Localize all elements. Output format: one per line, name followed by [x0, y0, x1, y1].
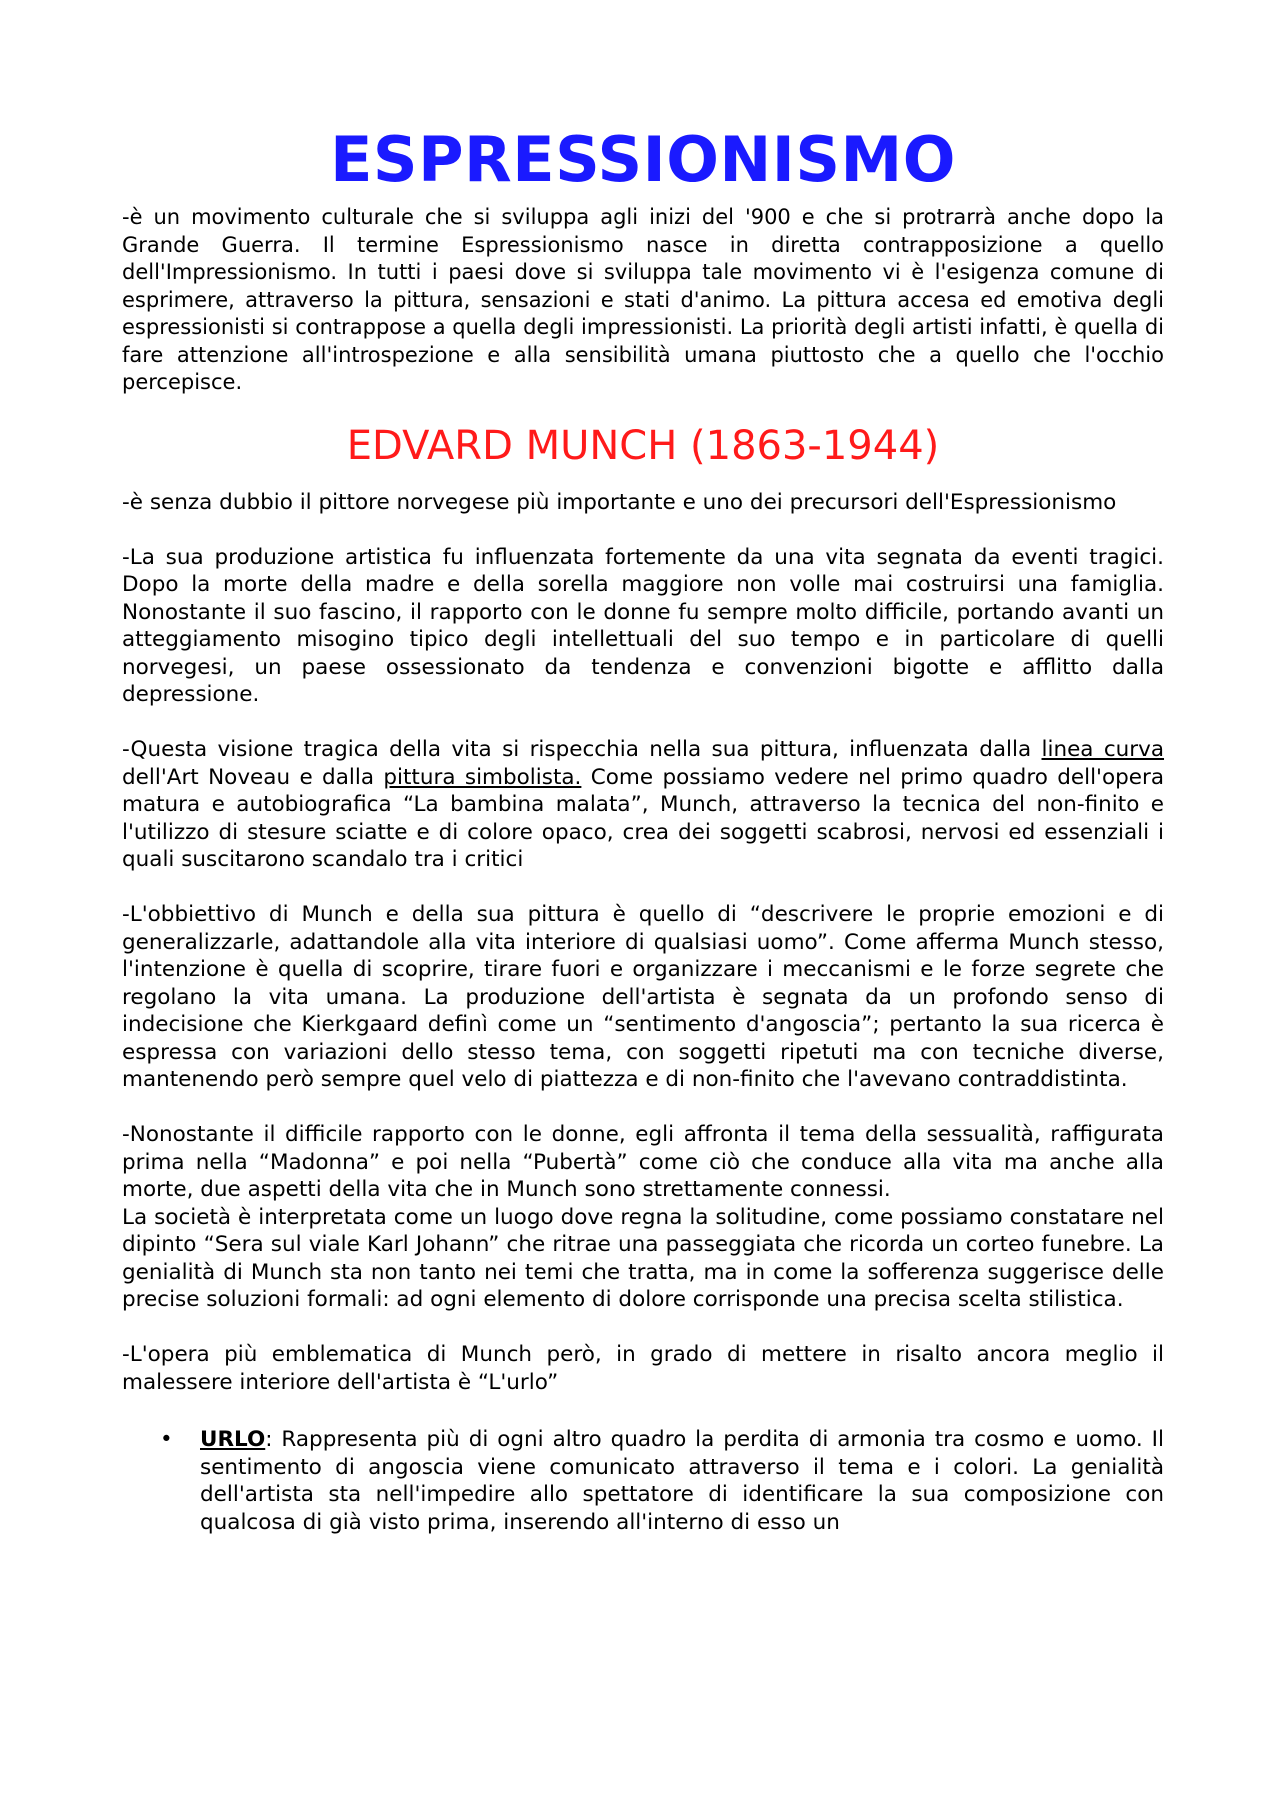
paragraph-society: La società è interpretata come un luogo dove regna la solitudine, come possiamo constatare nel dipinto “Sera sul viale Karl Johann” che ritrae una passeggiata che ricorda un corteo funebre. La genialità di Munch sta non tanto nei temi che tratta, ma in come la sofferenza suggerisce delle precise soluzioni formali: ad ogni elemento di dolore corrisponde una precisa scelta stilistica. — [122, 1204, 1164, 1312]
paragraph-urlo-intro: -L'opera più emblematica di Munch però, in grado di mettere in risalto ancora meglio il malessere interiore dell'artista è “L'urlo” — [122, 1342, 1164, 1395]
link-linea-curva: linea curva — [1041, 737, 1165, 762]
paragraph-biography: -La sua produzione artistica fu influenzata fortemente da una vita segnata da eventi tragici. Dopo la morte della madre e della sorella maggiore non volle mai costruirsi una famiglia. Nonostante il suo fascino, il rapporto con le donne fu sempre molto difficile, portando avanti un atteggiamento misogino tipico degli intellettuali del suo tempo e in particolare di quelli norvegesi, un paese ossessionato da tendenza e convenzioni bigotte e afflitto dalla depressione. — [122, 544, 1164, 707]
influences-text-b: dell'Art Noveau e dalla — [122, 764, 384, 790]
list-item — [122, 1426, 1164, 1536]
bullet-list — [122, 1426, 1164, 1536]
paragraph-objective: -L'obbiettivo di Munch e della sua pittura è quello di “descrivere le proprie emozioni e di generalizzarle, adattandole alla vita interiore di qualsiasi uomo”. Come afferma Munch stesso, l'intenzione è quella di scoprire, tirare fuori e organizzare i meccanismi e le forze segrete che regolano la vita umana. La produzione dell'artista è segnata da un profondo senso di indecisione che Kierkgaard definì come un “sentimento d'angoscia”; pertanto la sua ricerca è espressa con variazioni dello stesso tema, con soggetti ripetuti ma con tecniche diverse, mantenendo però sempre quel velo di piattezza e di non-finito che l'avevano contraddistinta. — [122, 902, 1164, 1092]
paragraph-sexuality: -Nonostante il difficile rapporto con le donne, egli affronta il tema della sessualità, raffigurata prima nella “Madonna” e poi nella “Pubertà” come ciò che conduce alla vita ma anche alla morte, due aspetti della vita che in Munch sono strettamente connessi. — [122, 1122, 1164, 1202]
document-title: ESPRESSIONISMO — [330, 123, 956, 196]
paragraph-precursor: -è senza dubbio il pittore norvegese più importante e uno dei precursori dell'Espressionismo — [122, 489, 1117, 515]
intro-paragraph: -è un movimento culturale che si sviluppa agli inizi del '900 e che si protrarrà anche dopo la Grande Guerra. Il termine Espressionismo nasce in diretta contrapposizione a quello dell'Impressionismo. In tutti i paesi dove si sviluppa tale movimento vi è l'esigenza comune di esprimere, attraverso la pittura, sensazioni e stati d'animo. La pittura accesa ed emotiva degli espressionisti si contrappose a quella degli impressionisti. La priorità degli artisti infatti, è quella di fare attenzione all'introspezione e alla sensibilità umana piuttosto che a quello che l'occhio percepisce. — [122, 205, 1164, 394]
section-heading-munch: EDVARD MUNCH (1863-1944) — [346, 422, 940, 469]
bullet-icon: • — [160, 1427, 173, 1452]
link-pittura-simbolista: pittura simbolista. — [383, 764, 582, 790]
paragraph-influences — [122, 736, 1164, 874]
bullet-text: : Rappresenta più di ogni altro quadro la perdita di armonia tra cosmo e uomo. Il sentimento di angoscia viene comunicato attraverso il tema e i colori. La genialità dell'artista sta nell'impedire allo spettatore di identificare la sua composizione con qualcosa di già visto prima, inserendo all'interno di esso un — [200, 1427, 1164, 1535]
influences-text-c: Come possiamo vedere nel primo quadro dell'opera matura e autobiografica “La bambina malata”, Munch, attraverso la tecnica del non-finito e l'utilizzo di stesure sciatte e di colore opaco, crea dei soggetti scabrosi, nervosi ed essenziali i quali suscitarono scandalo tra i critici — [122, 764, 1164, 872]
document-page — [122, 118, 1164, 1536]
influences-text-a: -Questa visione tragica della vita si rispecchia nella sua pittura, influenzata dalla — [122, 737, 1042, 762]
bullet-term-urlo: URLO — [200, 1427, 266, 1452]
